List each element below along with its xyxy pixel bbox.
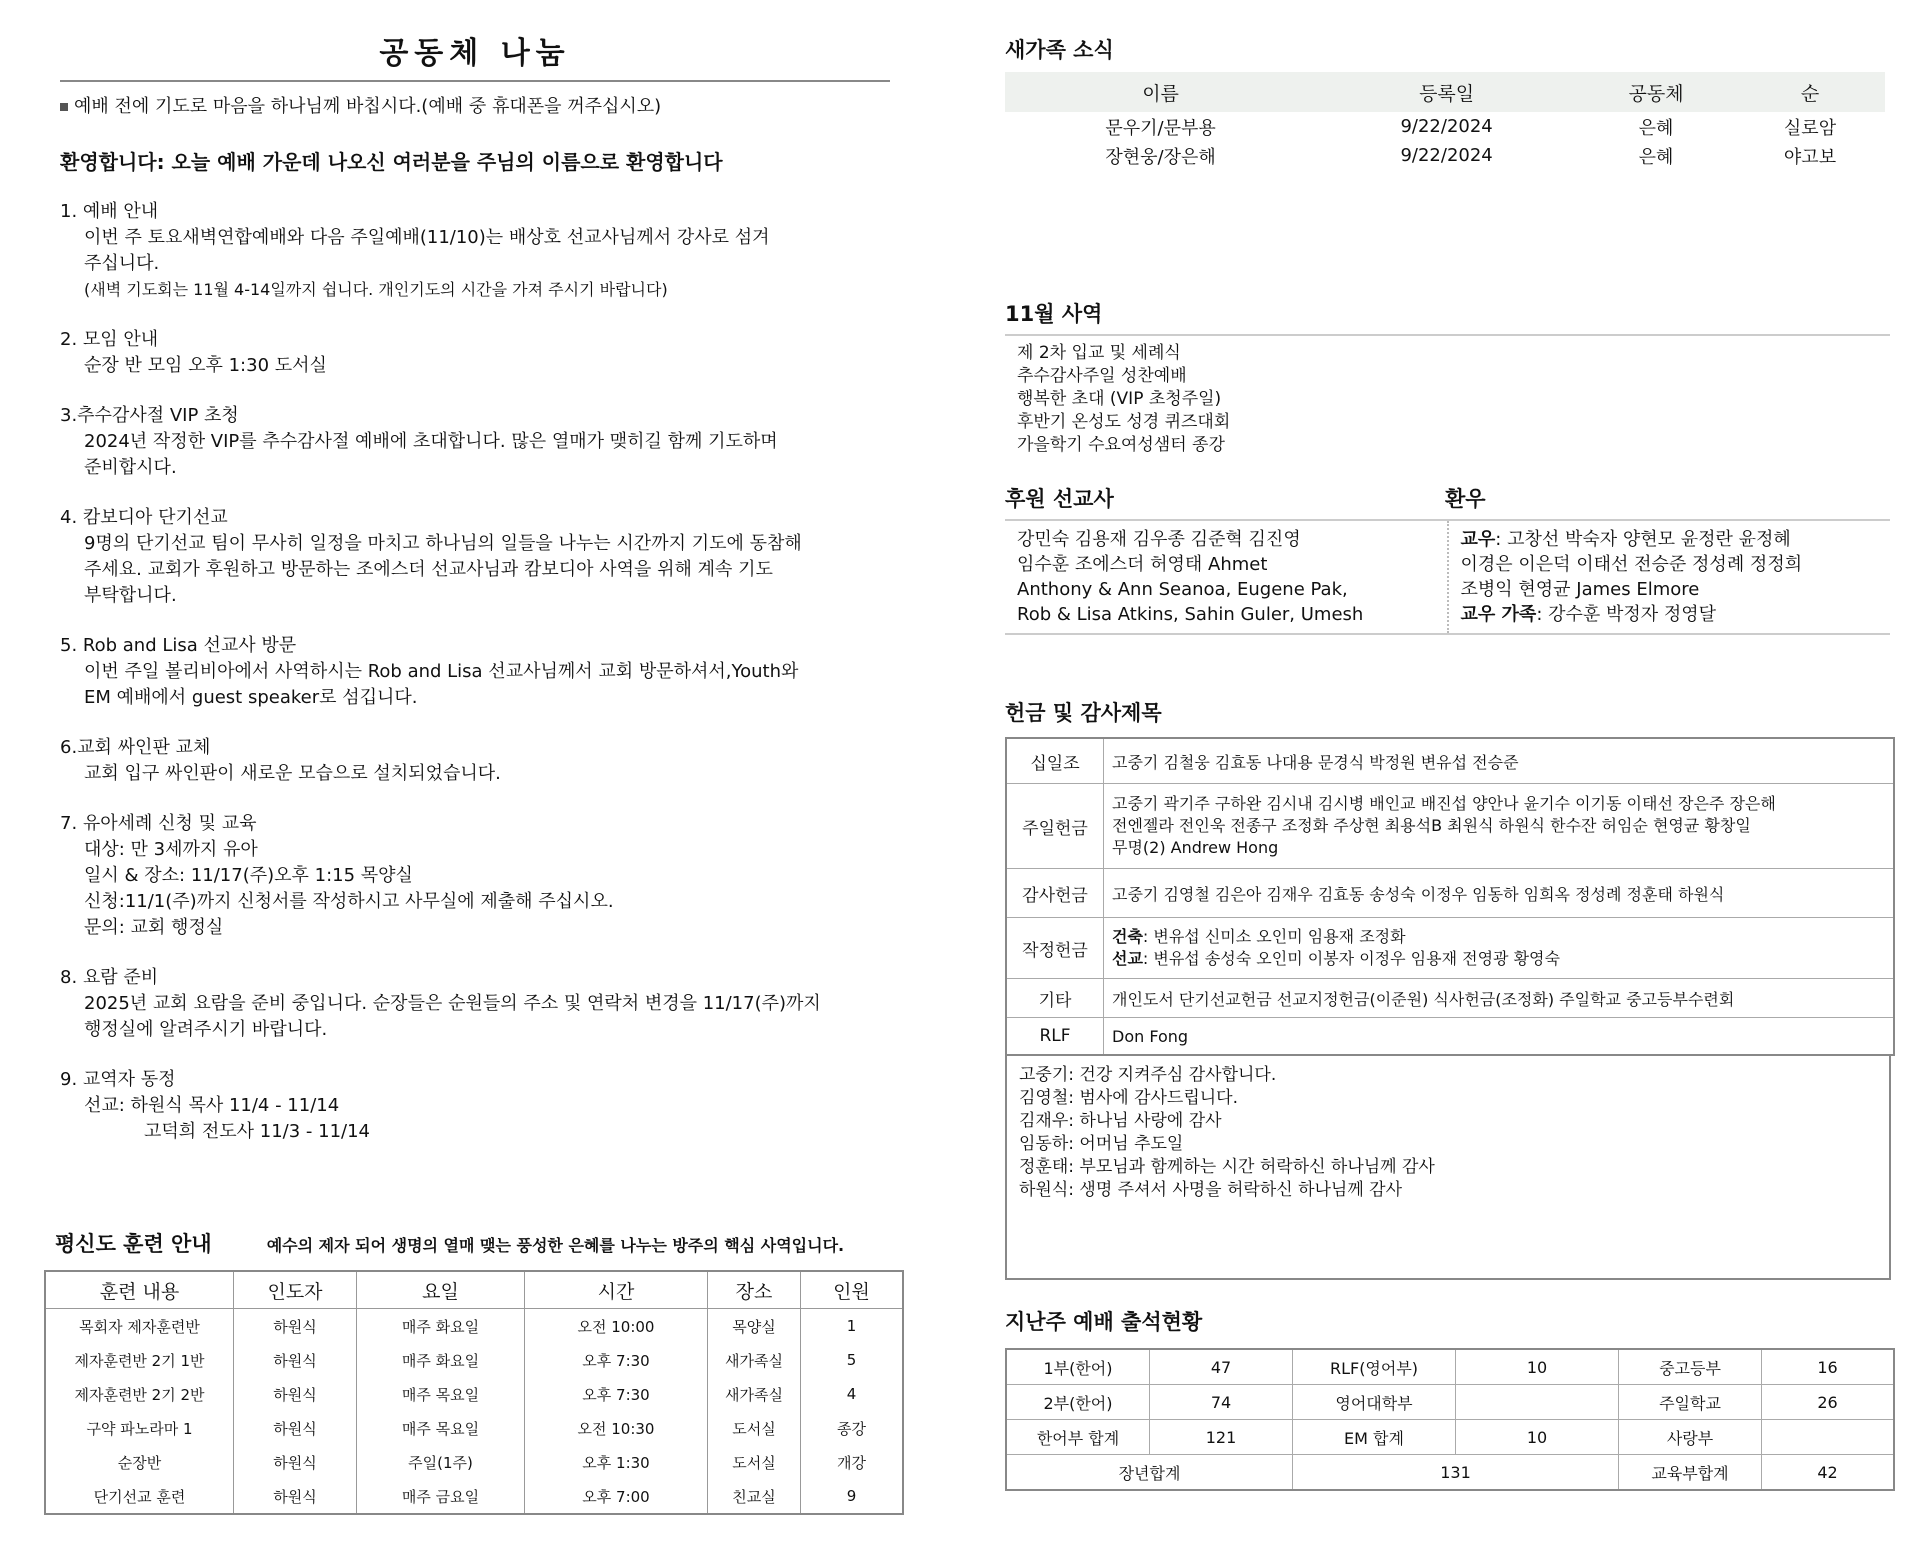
table-cell: 단기선교 훈련: [45, 1479, 234, 1514]
column-header: 시간: [525, 1271, 708, 1309]
table-cell: 실로암: [1783, 117, 1837, 139]
table-cell: 1부(한어): [1006, 1349, 1150, 1385]
attendance-title: 지난주 예배 출석현황: [1005, 1310, 1203, 1334]
offering-names: 개인도서 단기선교헌금 선교지정헌금(이준원) 식사헌금(조정화) 주일학교 중고등부수련회: [1104, 979, 1895, 1018]
table-cell: 구약 파노라마 1: [45, 1411, 234, 1445]
list-item: 조병익 현영균 James Elmore: [1460, 579, 1700, 600]
offering-category: 기타: [1006, 979, 1104, 1018]
sick-names: : 강수훈 박정자 정영달: [1536, 604, 1717, 625]
table-row: [45, 1377, 903, 1411]
list-item: Anthony & Ann Seanoa, Eugene Pak,: [1017, 579, 1348, 600]
table-cell: 매주 화요일: [357, 1309, 525, 1344]
table-cell: 중고등부: [1619, 1349, 1762, 1385]
list-item: [1461, 527, 1879, 552]
attendance-table: [1005, 1348, 1895, 1491]
offering-names-line: [1112, 948, 1885, 970]
list-item: 김재우: 하나님 사랑에 감사: [1019, 1111, 1222, 1131]
table-row: [45, 1445, 903, 1479]
table-cell: 10: [1456, 1349, 1619, 1385]
list-item: 강민숙 김용재 김우종 김준혁 김진영: [1017, 529, 1301, 550]
table-row: [1006, 1349, 1894, 1385]
table-cell: 목양실: [708, 1309, 801, 1344]
table-cell: [1762, 1420, 1895, 1455]
announcement-line: 순장 반 모임 오후 1:30 도서실: [84, 355, 327, 376]
announcement-line: 행정실에 알려주시기 바랍니다.: [84, 1019, 328, 1040]
table-cell: 새가족실: [708, 1343, 801, 1377]
announcement-line: 선교: 하원식 목사 11/4 - 11/14: [84, 1095, 340, 1116]
table-cell: 개강: [801, 1445, 904, 1479]
announcement-line: 문의: 교회 행정실: [84, 917, 224, 938]
table-header-row: [45, 1271, 903, 1309]
offering-table: [1005, 737, 1895, 1056]
announcement-item: [60, 505, 890, 609]
table-row: [45, 1309, 903, 1344]
table-cell: 9: [801, 1479, 904, 1514]
table-cell: 장현웅/장은해: [1105, 146, 1216, 168]
offering-category: 작정헌금: [1006, 918, 1104, 979]
table-cell: 74: [1150, 1385, 1293, 1420]
announcement-line: 주세요. 교회가 후원하고 방문하는 조에스더 선교사님과 캄보디아 사역을 위해 계속 기도: [84, 559, 773, 580]
left-column: [60, 22, 890, 1169]
column-header: 등록일: [1316, 72, 1577, 112]
table-cell: [1456, 1385, 1619, 1420]
table-cell: 47: [1150, 1349, 1293, 1385]
table-cell: 오전 10:00: [525, 1309, 708, 1344]
announcement-line: 이번 주 토요새벽연합예배와 다음 주일예배(11/10)는 배상호 선교사님께서 강사로 섬겨: [84, 227, 770, 248]
offering-sublabel-names: : 변유섭 송성숙 오인미 이봉자 이정우 임용재 전영광 황영숙: [1142, 949, 1560, 968]
notice-line: [60, 92, 890, 118]
newfamily-table: [1005, 72, 1885, 170]
announcement-line: EM 예배에서 guest speaker로 섬깁니다.: [84, 687, 418, 708]
list-item: 고중기: 건강 지켜주심 감사합니다.: [1019, 1065, 1277, 1085]
table-cell: 오전 10:30: [525, 1411, 708, 1445]
announcements: [60, 199, 890, 1145]
list-item: 정훈태: 부모님과 함께하는 시간 허락하신 하나님께 감사: [1019, 1157, 1435, 1177]
table-cell: 121: [1150, 1420, 1293, 1455]
table-cell: 9/22/2024: [1400, 145, 1493, 166]
table-cell: 주일(1주): [357, 1445, 525, 1479]
offering-names-line: 고중기 곽기주 구하완 김시내 김시병 배인교 배진섭 양안나 윤기수 이기동 이태선 장은주 장은해: [1112, 794, 1776, 813]
announcement-line: 9명의 단기선교 팀이 무사히 일정을 마치고 하나님의 일들을 나누는 시간까지 기도에 동참해: [84, 533, 802, 554]
table-cell: 하원식: [234, 1309, 357, 1344]
column-header: 이름: [1005, 72, 1316, 112]
sick-label: 교우: [1460, 529, 1496, 550]
table-cell: 도서실: [708, 1445, 801, 1479]
offering-category: RLF: [1006, 1018, 1104, 1056]
column-header: 훈련 내용: [45, 1271, 234, 1309]
table-cell: 2부(한어): [1006, 1385, 1150, 1420]
table-row: [1006, 918, 1894, 979]
table-cell: EM 합계: [1293, 1420, 1456, 1455]
column-header: 인원: [801, 1271, 904, 1309]
announcement-line: 교회 입구 싸인판이 새로운 모습으로 설치되었습니다.: [84, 763, 501, 784]
table-row: [45, 1343, 903, 1377]
announcement-line: 신청:11/1(주)까지 신청서를 작성하시고 사무실에 제출해 주십시오.: [84, 891, 614, 912]
announcement-line: 이번 주일 볼리비아에서 사역하시는 Rob and Lisa 선교사님께서 교회 방문하셔서,Youth와: [84, 661, 799, 682]
table-cell: 목회자 제자훈련반: [45, 1309, 234, 1344]
table-cell: 종강: [801, 1411, 904, 1445]
training-header: [55, 1228, 905, 1258]
training-table: [44, 1270, 904, 1515]
offering-title: 헌금 및 감사제목: [1005, 701, 1162, 725]
table-row: [1006, 738, 1894, 784]
announcement-title: 8. 요람 준비: [60, 967, 159, 988]
sick-title: 환우: [1445, 487, 1486, 511]
announcement-item: [60, 403, 890, 481]
table-cell: 하원식: [234, 1445, 357, 1479]
column-header: 장소: [708, 1271, 801, 1309]
table-cell: 매주 목요일: [357, 1377, 525, 1411]
announcement-title: 9. 교역자 동정: [60, 1069, 176, 1090]
list-item: Rob & Lisa Atkins, Sahin Guler, Umesh: [1017, 604, 1364, 625]
list-item: 하원식: 생명 주셔서 사명을 허락하신 하나님께 감사: [1019, 1180, 1403, 1200]
table-row: [45, 1479, 903, 1514]
offering-names-line: [1112, 926, 1885, 948]
announcement-item: [60, 327, 890, 379]
table-cell: 사랑부: [1619, 1420, 1762, 1455]
table-cell: 오후 1:30: [525, 1445, 708, 1479]
table-cell: 26: [1762, 1385, 1895, 1420]
list-item: 제 2차 입교 및 세례식: [1017, 343, 1181, 363]
table-cell: 은혜: [1638, 146, 1674, 168]
table-cell: 장년합계: [1006, 1455, 1293, 1491]
table-cell: 한어부 합계: [1006, 1420, 1150, 1455]
table-cell: 오후 7:30: [525, 1343, 708, 1377]
table-row: [1006, 1420, 1894, 1455]
announcement-title: 3.추수감사절 VIP 초청: [60, 405, 239, 426]
november-title: 11월 사역: [1005, 298, 1890, 336]
table-cell: 오후 7:00: [525, 1479, 708, 1514]
table-cell: 하원식: [234, 1377, 357, 1411]
list-item: 가을학기 수요여성샘터 종강: [1017, 435, 1225, 455]
announcement-line: 고덕희 전도사 11/3 - 11/14: [144, 1121, 371, 1142]
sick-label: 교우 가족: [1460, 604, 1537, 625]
table-cell: 새가족실: [708, 1377, 801, 1411]
table-cell: 은혜: [1638, 117, 1674, 139]
list-item: [1461, 602, 1879, 627]
table-cell: 하원식: [234, 1343, 357, 1377]
table-row: [1006, 979, 1894, 1018]
offering-names: 고중기 김영철 김은아 김재우 김효동 송성숙 이정우 임동하 임희옥 정성례 정훈태 하원식: [1104, 869, 1895, 918]
welcome-text: 환영합니다: 오늘 예배 가운데 나오신 여러분을 주님의 이름으로 환영합니다: [60, 150, 723, 174]
table-row: [1006, 869, 1894, 918]
offering-sublabel: 건축: [1112, 927, 1143, 946]
table-row: [1006, 1455, 1894, 1491]
sick-names: : 고창선 박숙자 양현모 윤정란 윤정혜: [1495, 529, 1791, 550]
offering-category: 감사헌금: [1006, 869, 1104, 918]
table-cell: 제자훈련반 2기 2반: [45, 1377, 234, 1411]
announcement-item: [60, 735, 890, 787]
list-item: 행복한 초대 (VIP 초청주일): [1017, 389, 1222, 409]
list-item: 김영철: 범사에 감사드립니다.: [1019, 1088, 1239, 1108]
table-cell: 매주 금요일: [357, 1479, 525, 1514]
offering-names-line: 무명(2) Andrew Hong: [1112, 838, 1279, 857]
list-item: 이경은 이은덕 이태선 전승준 정성례 정정희: [1460, 554, 1803, 575]
right-column: [1005, 22, 1890, 1491]
offering-category: 십일조: [1006, 738, 1104, 784]
announcement-item: [60, 633, 890, 711]
announcement-item: [60, 1067, 890, 1145]
announcement-line: 2024년 작정한 VIP를 추수감사절 예배에 초대합니다. 많은 열매가 맺히길 함께 기도하며: [84, 431, 778, 452]
table-cell: 131: [1293, 1455, 1619, 1491]
offering-names: Don Fong: [1104, 1018, 1895, 1056]
training-heading: 평신도 훈련 안내: [55, 1232, 212, 1256]
offering-sublabel: 선교: [1112, 949, 1143, 968]
announcement-title: 4. 캄보디아 단기선교: [60, 507, 228, 528]
table-cell: 매주 화요일: [357, 1343, 525, 1377]
table-cell: 주일학교: [1619, 1385, 1762, 1420]
table-cell: 제자훈련반 2기 1반: [45, 1343, 234, 1377]
announcement-line: 주십니다.: [84, 253, 160, 274]
offering-sublabel-names: : 변유섭 신미소 오인미 임용재 조정화: [1142, 927, 1406, 946]
announcement-title: 5. Rob and Lisa 선교사 방문: [60, 635, 297, 656]
table-cell: 하원식: [234, 1411, 357, 1445]
announcement-line: 준비합시다.: [84, 457, 177, 478]
offering-names-line: 전엔젤라 전인욱 전종구 조정화 주상현 최용석B 최원식 하원식 한수잔 허임순 현영균 황창일: [1112, 816, 1751, 835]
table-cell: 교육부합계: [1619, 1455, 1762, 1491]
announcement-line: 2025년 교회 요람을 준비 중입니다. 순장들은 순원들의 주소 및 연락처 변경을 11/17(주)까지: [84, 993, 821, 1014]
table-row: [1006, 784, 1894, 869]
table-cell: 4: [801, 1377, 904, 1411]
table-row: [45, 1411, 903, 1445]
offering-names: [1104, 918, 1895, 979]
announcement-note: (새벽 기도회는 11월 4-14일까지 쉽니다. 개인기도의 시간을 가져 주시기 바랍니다): [84, 280, 668, 299]
table-cell: RLF(영어부): [1293, 1349, 1456, 1385]
offering-names: [1104, 784, 1895, 869]
page-title: 공동체 나눔: [60, 22, 890, 82]
list-item: 후반기 온성도 성경 퀴즈대회: [1017, 412, 1231, 432]
announcement-line: 일시 & 장소: 11/17(주)오후 1:15 목양실: [84, 865, 413, 886]
offering-category: 주일헌금: [1006, 784, 1104, 869]
column-header: 공동체: [1577, 72, 1735, 112]
list-item: 임수훈 조에스더 허영태 Ahmet: [1017, 554, 1268, 575]
table-cell: 9/22/2024: [1400, 116, 1493, 137]
support-content: [1005, 521, 1890, 635]
table-header-row: [1005, 72, 1885, 112]
bullet-square-icon: [60, 103, 68, 111]
announcement-item: [60, 199, 890, 303]
table-cell: 16: [1762, 1349, 1895, 1385]
column-header: 순: [1735, 72, 1885, 112]
table-cell: 영어대학부: [1293, 1385, 1456, 1420]
table-cell: 도서실: [708, 1411, 801, 1445]
announcement-item: [60, 965, 890, 1043]
table-cell: 야고보: [1783, 146, 1837, 168]
table-cell: 친교실: [708, 1479, 801, 1514]
table-cell: 42: [1762, 1455, 1895, 1491]
table-cell: 문우기/문부용: [1105, 117, 1216, 139]
november-list: [1005, 336, 1890, 463]
table-cell: 순장반: [45, 1445, 234, 1479]
offering-names: 고중기 김철웅 김효동 나대용 문경식 박정원 변유섭 전승준: [1104, 738, 1895, 784]
column-header: 인도자: [234, 1271, 357, 1309]
table-cell: 5: [801, 1343, 904, 1377]
column-header: 요일: [357, 1271, 525, 1309]
table-cell: 10: [1456, 1420, 1619, 1455]
training-subheading: 예수의 제자 되어 생명의 열매 맺는 풍성한 은혜를 나누는 방주의 핵심 사역입니다.: [266, 1236, 845, 1255]
table-row: [1005, 141, 1885, 170]
newfamily-title: 새가족 소식: [1005, 38, 1114, 62]
table-row: [1006, 1018, 1894, 1056]
table-row: [1005, 112, 1885, 141]
thanks-notes: [1005, 1056, 1891, 1280]
sick-list: [1447, 521, 1891, 633]
support-headers: [1005, 483, 1890, 521]
announcement-item: [60, 811, 890, 941]
list-item: 임동하: 어머님 추도일: [1019, 1134, 1184, 1154]
notice-text: 예배 전에 기도로 마음을 하나님께 바칩시다.(예배 중 휴대폰을 꺼주십시오): [74, 96, 662, 117]
announcement-line: 부탁합니다.: [84, 585, 177, 606]
missionaries-title: 후원 선교사: [1005, 487, 1114, 511]
announcement-title: 1. 예배 안내: [60, 201, 159, 222]
table-row: [1006, 1385, 1894, 1420]
announcement-title: 2. 모임 안내: [60, 329, 159, 350]
missionaries-list: [1005, 521, 1447, 633]
announcement-title: 6.교회 싸인판 교체: [60, 737, 211, 758]
announcement-line: 대상: 만 3세까지 유아: [84, 839, 258, 860]
announcement-title: 7. 유아세례 신청 및 교육: [60, 813, 257, 834]
table-cell: 오후 7:30: [525, 1377, 708, 1411]
table-cell: 1: [801, 1309, 904, 1344]
table-cell: 매주 목요일: [357, 1411, 525, 1445]
table-cell: 하원식: [234, 1479, 357, 1514]
list-item: 추수감사주일 성찬예배: [1017, 366, 1187, 386]
